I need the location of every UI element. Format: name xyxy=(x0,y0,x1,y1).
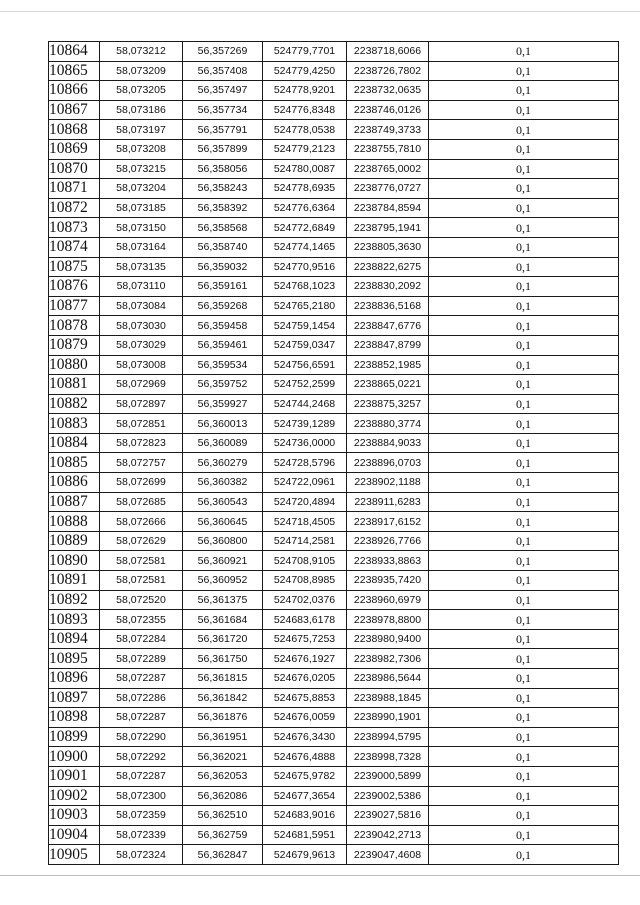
point-number-cell: 10905 xyxy=(49,845,100,865)
table-row xyxy=(49,159,619,179)
table-row xyxy=(49,198,619,218)
latitude-cell: 58,073185 xyxy=(100,198,183,218)
x-coordinate-cell: 524739,1289 xyxy=(263,414,347,434)
longitude-cell: 56,359461 xyxy=(183,335,263,355)
tolerance-cell: 0,1 xyxy=(429,845,619,865)
longitude-cell: 56,361750 xyxy=(183,649,263,669)
y-coordinate-cell: 2239002,5386 xyxy=(347,786,429,806)
tolerance-cell: 0,1 xyxy=(429,590,619,610)
x-coordinate-cell: 524776,8348 xyxy=(263,100,347,120)
table-row xyxy=(49,806,619,826)
x-coordinate-cell: 524756,6591 xyxy=(263,355,347,375)
table-row xyxy=(49,81,619,101)
tolerance-cell: 0,1 xyxy=(429,81,619,101)
longitude-cell: 56,360382 xyxy=(183,473,263,493)
latitude-cell: 58,072339 xyxy=(100,825,183,845)
y-coordinate-cell: 2238998,7328 xyxy=(347,747,429,767)
latitude-cell: 58,072699 xyxy=(100,473,183,493)
y-coordinate-cell: 2238896,0703 xyxy=(347,453,429,473)
table-row xyxy=(49,453,619,473)
longitude-cell: 56,361375 xyxy=(183,590,263,610)
table-row xyxy=(49,355,619,375)
point-number-cell: 10878 xyxy=(49,316,100,336)
y-coordinate-cell: 2238978,8800 xyxy=(347,610,429,630)
y-coordinate-cell: 2238847,6776 xyxy=(347,316,429,336)
x-coordinate-cell: 524675,9782 xyxy=(263,766,347,786)
point-number-cell: 10897 xyxy=(49,688,100,708)
x-coordinate-cell: 524683,9016 xyxy=(263,806,347,826)
point-number-cell: 10888 xyxy=(49,512,100,532)
latitude-cell: 58,072290 xyxy=(100,727,183,747)
tolerance-cell: 0,1 xyxy=(429,100,619,120)
longitude-cell: 56,359534 xyxy=(183,355,263,375)
longitude-cell: 56,358392 xyxy=(183,198,263,218)
y-coordinate-cell: 2238990,1901 xyxy=(347,708,429,728)
longitude-cell: 56,359161 xyxy=(183,277,263,297)
x-coordinate-cell: 524776,6364 xyxy=(263,198,347,218)
y-coordinate-cell: 2238988,1845 xyxy=(347,688,429,708)
tolerance-cell: 0,1 xyxy=(429,237,619,257)
y-coordinate-cell: 2238875,3257 xyxy=(347,394,429,414)
x-coordinate-cell: 524708,8985 xyxy=(263,571,347,591)
point-number-cell: 10876 xyxy=(49,277,100,297)
tolerance-cell: 0,1 xyxy=(429,492,619,512)
point-number-cell: 10902 xyxy=(49,786,100,806)
x-coordinate-cell: 524722,0961 xyxy=(263,473,347,493)
x-coordinate-cell: 524772,6849 xyxy=(263,218,347,238)
table-row xyxy=(49,610,619,630)
point-number-cell: 10869 xyxy=(49,139,100,159)
x-coordinate-cell: 524676,0059 xyxy=(263,708,347,728)
tolerance-cell: 0,1 xyxy=(429,551,619,571)
latitude-cell: 58,073164 xyxy=(100,237,183,257)
longitude-cell: 56,357791 xyxy=(183,120,263,140)
x-coordinate-cell: 524676,4888 xyxy=(263,747,347,767)
x-coordinate-cell: 524683,6178 xyxy=(263,610,347,630)
latitude-cell: 58,072823 xyxy=(100,433,183,453)
y-coordinate-cell: 2238994,5795 xyxy=(347,727,429,747)
tolerance-cell: 0,1 xyxy=(429,571,619,591)
longitude-cell: 56,357734 xyxy=(183,100,263,120)
table-row xyxy=(49,512,619,532)
point-number-cell: 10864 xyxy=(49,42,100,62)
latitude-cell: 58,072666 xyxy=(100,512,183,532)
table-row xyxy=(49,296,619,316)
table-row xyxy=(49,590,619,610)
longitude-cell: 56,361815 xyxy=(183,669,263,689)
tolerance-cell: 0,1 xyxy=(429,512,619,532)
point-number-cell: 10867 xyxy=(49,100,100,120)
x-coordinate-cell: 524774,1465 xyxy=(263,237,347,257)
x-coordinate-cell: 524759,1454 xyxy=(263,316,347,336)
longitude-cell: 56,361876 xyxy=(183,708,263,728)
tolerance-cell: 0,1 xyxy=(429,375,619,395)
point-number-cell: 10875 xyxy=(49,257,100,277)
point-number-cell: 10890 xyxy=(49,551,100,571)
tolerance-cell: 0,1 xyxy=(429,139,619,159)
y-coordinate-cell: 2238982,7306 xyxy=(347,649,429,669)
longitude-cell: 56,360543 xyxy=(183,492,263,512)
latitude-cell: 58,073186 xyxy=(100,100,183,120)
tolerance-cell: 0,1 xyxy=(429,629,619,649)
top-edge-rule xyxy=(0,11,640,12)
longitude-cell: 56,360013 xyxy=(183,414,263,434)
latitude-cell: 58,072359 xyxy=(100,806,183,826)
x-coordinate-cell: 524720,4894 xyxy=(263,492,347,512)
coordinates-table-body xyxy=(49,42,619,865)
table-row xyxy=(49,766,619,786)
tolerance-cell: 0,1 xyxy=(429,335,619,355)
point-number-cell: 10889 xyxy=(49,531,100,551)
table-row xyxy=(49,375,619,395)
x-coordinate-cell: 524779,2123 xyxy=(263,139,347,159)
y-coordinate-cell: 2238805,3630 xyxy=(347,237,429,257)
point-number-cell: 10904 xyxy=(49,825,100,845)
longitude-cell: 56,361842 xyxy=(183,688,263,708)
y-coordinate-cell: 2238718,6066 xyxy=(347,42,429,62)
latitude-cell: 58,073030 xyxy=(100,316,183,336)
y-coordinate-cell: 2238784,8594 xyxy=(347,198,429,218)
x-coordinate-cell: 524736,0000 xyxy=(263,433,347,453)
longitude-cell: 56,359268 xyxy=(183,296,263,316)
point-number-cell: 10883 xyxy=(49,414,100,434)
table-row xyxy=(49,414,619,434)
longitude-cell: 56,360921 xyxy=(183,551,263,571)
longitude-cell: 56,360645 xyxy=(183,512,263,532)
latitude-cell: 58,073212 xyxy=(100,42,183,62)
longitude-cell: 56,361951 xyxy=(183,727,263,747)
latitude-cell: 58,073029 xyxy=(100,335,183,355)
latitude-cell: 58,073084 xyxy=(100,296,183,316)
tolerance-cell: 0,1 xyxy=(429,257,619,277)
y-coordinate-cell: 2238765,0002 xyxy=(347,159,429,179)
point-number-cell: 10893 xyxy=(49,610,100,630)
x-coordinate-cell: 524728,5796 xyxy=(263,453,347,473)
latitude-cell: 58,073209 xyxy=(100,61,183,81)
longitude-cell: 56,360279 xyxy=(183,453,263,473)
x-coordinate-cell: 524744,2468 xyxy=(263,394,347,414)
latitude-cell: 58,073204 xyxy=(100,179,183,199)
point-number-cell: 10898 xyxy=(49,708,100,728)
longitude-cell: 56,359927 xyxy=(183,394,263,414)
y-coordinate-cell: 2238822,6275 xyxy=(347,257,429,277)
table-row xyxy=(49,825,619,845)
x-coordinate-cell: 524759,0347 xyxy=(263,335,347,355)
table-row xyxy=(49,786,619,806)
y-coordinate-cell: 2239027,5816 xyxy=(347,806,429,826)
table-row xyxy=(49,492,619,512)
longitude-cell: 56,362021 xyxy=(183,747,263,767)
x-coordinate-cell: 524718,4505 xyxy=(263,512,347,532)
table-row xyxy=(49,394,619,414)
table-row xyxy=(49,237,619,257)
longitude-cell: 56,357408 xyxy=(183,61,263,81)
latitude-cell: 58,072287 xyxy=(100,766,183,786)
latitude-cell: 58,072685 xyxy=(100,492,183,512)
tolerance-cell: 0,1 xyxy=(429,766,619,786)
point-number-cell: 10891 xyxy=(49,571,100,591)
tolerance-cell: 0,1 xyxy=(429,316,619,336)
table-row xyxy=(49,42,619,62)
x-coordinate-cell: 524752,2599 xyxy=(263,375,347,395)
longitude-cell: 56,359032 xyxy=(183,257,263,277)
y-coordinate-cell: 2238917,6152 xyxy=(347,512,429,532)
point-number-cell: 10880 xyxy=(49,355,100,375)
x-coordinate-cell: 524679,9613 xyxy=(263,845,347,865)
latitude-cell: 58,072289 xyxy=(100,649,183,669)
table-row xyxy=(49,100,619,120)
longitude-cell: 56,359458 xyxy=(183,316,263,336)
x-coordinate-cell: 524779,4250 xyxy=(263,61,347,81)
x-coordinate-cell: 524779,7701 xyxy=(263,42,347,62)
point-number-cell: 10895 xyxy=(49,649,100,669)
latitude-cell: 58,073150 xyxy=(100,218,183,238)
longitude-cell: 56,361720 xyxy=(183,629,263,649)
longitude-cell: 56,362510 xyxy=(183,806,263,826)
longitude-cell: 56,359752 xyxy=(183,375,263,395)
table-row xyxy=(49,727,619,747)
x-coordinate-cell: 524714,2581 xyxy=(263,531,347,551)
tolerance-cell: 0,1 xyxy=(429,433,619,453)
table-row xyxy=(49,139,619,159)
longitude-cell: 56,362847 xyxy=(183,845,263,865)
tolerance-cell: 0,1 xyxy=(429,727,619,747)
table-row xyxy=(49,218,619,238)
point-number-cell: 10896 xyxy=(49,669,100,689)
latitude-cell: 58,072284 xyxy=(100,629,183,649)
table-row xyxy=(49,708,619,728)
y-coordinate-cell: 2238836,5168 xyxy=(347,296,429,316)
longitude-cell: 56,357269 xyxy=(183,42,263,62)
tolerance-cell: 0,1 xyxy=(429,296,619,316)
tolerance-cell: 0,1 xyxy=(429,747,619,767)
table-row xyxy=(49,277,619,297)
tolerance-cell: 0,1 xyxy=(429,453,619,473)
latitude-cell: 58,072292 xyxy=(100,747,183,767)
x-coordinate-cell: 524765,2180 xyxy=(263,296,347,316)
point-number-cell: 10865 xyxy=(49,61,100,81)
latitude-cell: 58,072287 xyxy=(100,669,183,689)
latitude-cell: 58,072757 xyxy=(100,453,183,473)
point-number-cell: 10887 xyxy=(49,492,100,512)
y-coordinate-cell: 2238865,0221 xyxy=(347,375,429,395)
latitude-cell: 58,072300 xyxy=(100,786,183,806)
x-coordinate-cell: 524770,9516 xyxy=(263,257,347,277)
y-coordinate-cell: 2238960,6979 xyxy=(347,590,429,610)
latitude-cell: 58,072286 xyxy=(100,688,183,708)
longitude-cell: 56,358243 xyxy=(183,179,263,199)
longitude-cell: 56,357899 xyxy=(183,139,263,159)
y-coordinate-cell: 2238884,9033 xyxy=(347,433,429,453)
longitude-cell: 56,360952 xyxy=(183,571,263,591)
longitude-cell: 56,360800 xyxy=(183,531,263,551)
longitude-cell: 56,357497 xyxy=(183,81,263,101)
point-number-cell: 10884 xyxy=(49,433,100,453)
tolerance-cell: 0,1 xyxy=(429,42,619,62)
latitude-cell: 58,072355 xyxy=(100,610,183,630)
x-coordinate-cell: 524778,9201 xyxy=(263,81,347,101)
y-coordinate-cell: 2238880,3774 xyxy=(347,414,429,434)
tolerance-cell: 0,1 xyxy=(429,120,619,140)
latitude-cell: 58,072287 xyxy=(100,708,183,728)
point-number-cell: 10872 xyxy=(49,198,100,218)
y-coordinate-cell: 2239047,4608 xyxy=(347,845,429,865)
tolerance-cell: 0,1 xyxy=(429,786,619,806)
point-number-cell: 10892 xyxy=(49,590,100,610)
tolerance-cell: 0,1 xyxy=(429,531,619,551)
latitude-cell: 58,073008 xyxy=(100,355,183,375)
point-number-cell: 10886 xyxy=(49,473,100,493)
point-number-cell: 10900 xyxy=(49,747,100,767)
tolerance-cell: 0,1 xyxy=(429,355,619,375)
tolerance-cell: 0,1 xyxy=(429,825,619,845)
point-number-cell: 10899 xyxy=(49,727,100,747)
latitude-cell: 58,073197 xyxy=(100,120,183,140)
table-row xyxy=(49,473,619,493)
latitude-cell: 58,073208 xyxy=(100,139,183,159)
longitude-cell: 56,358568 xyxy=(183,218,263,238)
tolerance-cell: 0,1 xyxy=(429,649,619,669)
table-row xyxy=(49,649,619,669)
table-row xyxy=(49,257,619,277)
longitude-cell: 56,358740 xyxy=(183,237,263,257)
y-coordinate-cell: 2238732,0635 xyxy=(347,81,429,101)
latitude-cell: 58,072851 xyxy=(100,414,183,434)
latitude-cell: 58,073215 xyxy=(100,159,183,179)
point-number-cell: 10877 xyxy=(49,296,100,316)
table-row xyxy=(49,179,619,199)
x-coordinate-cell: 524676,0205 xyxy=(263,669,347,689)
tolerance-cell: 0,1 xyxy=(429,218,619,238)
table-row xyxy=(49,571,619,591)
y-coordinate-cell: 2238749,3733 xyxy=(347,120,429,140)
point-number-cell: 10870 xyxy=(49,159,100,179)
point-number-cell: 10901 xyxy=(49,766,100,786)
latitude-cell: 58,072897 xyxy=(100,394,183,414)
tolerance-cell: 0,1 xyxy=(429,394,619,414)
latitude-cell: 58,072581 xyxy=(100,551,183,571)
latitude-cell: 58,072969 xyxy=(100,375,183,395)
point-number-cell: 10894 xyxy=(49,629,100,649)
point-number-cell: 10903 xyxy=(49,806,100,826)
y-coordinate-cell: 2238852,1985 xyxy=(347,355,429,375)
tolerance-cell: 0,1 xyxy=(429,688,619,708)
latitude-cell: 58,072324 xyxy=(100,845,183,865)
point-number-cell: 10882 xyxy=(49,394,100,414)
y-coordinate-cell: 2238933,8863 xyxy=(347,551,429,571)
y-coordinate-cell: 2238847,8799 xyxy=(347,335,429,355)
x-coordinate-cell: 524708,9105 xyxy=(263,551,347,571)
y-coordinate-cell: 2238776,0727 xyxy=(347,179,429,199)
table-row xyxy=(49,688,619,708)
y-coordinate-cell: 2238830,2092 xyxy=(347,277,429,297)
table-row xyxy=(49,61,619,81)
table-row xyxy=(49,551,619,571)
x-coordinate-cell: 524677,3654 xyxy=(263,786,347,806)
y-coordinate-cell: 2238980,9400 xyxy=(347,629,429,649)
table-row xyxy=(49,531,619,551)
latitude-cell: 58,073205 xyxy=(100,81,183,101)
tolerance-cell: 0,1 xyxy=(429,669,619,689)
point-number-cell: 10885 xyxy=(49,453,100,473)
x-coordinate-cell: 524681,5951 xyxy=(263,825,347,845)
tolerance-cell: 0,1 xyxy=(429,198,619,218)
tolerance-cell: 0,1 xyxy=(429,610,619,630)
y-coordinate-cell: 2239000,5899 xyxy=(347,766,429,786)
x-coordinate-cell: 524768,1023 xyxy=(263,277,347,297)
x-coordinate-cell: 524702,0376 xyxy=(263,590,347,610)
table-row xyxy=(49,433,619,453)
x-coordinate-cell: 524675,7253 xyxy=(263,629,347,649)
x-coordinate-cell: 524780,0087 xyxy=(263,159,347,179)
table-row xyxy=(49,316,619,336)
point-number-cell: 10871 xyxy=(49,179,100,199)
x-coordinate-cell: 524778,6935 xyxy=(263,179,347,199)
tolerance-cell: 0,1 xyxy=(429,61,619,81)
longitude-cell: 56,358056 xyxy=(183,159,263,179)
longitude-cell: 56,360089 xyxy=(183,433,263,453)
tolerance-cell: 0,1 xyxy=(429,414,619,434)
latitude-cell: 58,072629 xyxy=(100,531,183,551)
tolerance-cell: 0,1 xyxy=(429,179,619,199)
tolerance-cell: 0,1 xyxy=(429,277,619,297)
latitude-cell: 58,072581 xyxy=(100,571,183,591)
x-coordinate-cell: 524675,8853 xyxy=(263,688,347,708)
table-row xyxy=(49,120,619,140)
tolerance-cell: 0,1 xyxy=(429,473,619,493)
y-coordinate-cell: 2238795,1941 xyxy=(347,218,429,238)
latitude-cell: 58,073135 xyxy=(100,257,183,277)
x-coordinate-cell: 524778,0538 xyxy=(263,120,347,140)
y-coordinate-cell: 2238926,7766 xyxy=(347,531,429,551)
x-coordinate-cell: 524676,3430 xyxy=(263,727,347,747)
table-row xyxy=(49,629,619,649)
coordinates-table xyxy=(48,41,619,865)
y-coordinate-cell: 2238726,7802 xyxy=(347,61,429,81)
y-coordinate-cell: 2239042,2713 xyxy=(347,825,429,845)
table-row xyxy=(49,669,619,689)
point-number-cell: 10866 xyxy=(49,81,100,101)
y-coordinate-cell: 2238935,7420 xyxy=(347,571,429,591)
bottom-edge-rule xyxy=(0,875,640,876)
y-coordinate-cell: 2238986,5644 xyxy=(347,669,429,689)
tolerance-cell: 0,1 xyxy=(429,708,619,728)
latitude-cell: 58,073110 xyxy=(100,277,183,297)
point-number-cell: 10879 xyxy=(49,335,100,355)
y-coordinate-cell: 2238911,6283 xyxy=(347,492,429,512)
latitude-cell: 58,072520 xyxy=(100,590,183,610)
table-row xyxy=(49,845,619,865)
table-row xyxy=(49,335,619,355)
longitude-cell: 56,361684 xyxy=(183,610,263,630)
tolerance-cell: 0,1 xyxy=(429,806,619,826)
tolerance-cell: 0,1 xyxy=(429,159,619,179)
point-number-cell: 10881 xyxy=(49,375,100,395)
point-number-cell: 10874 xyxy=(49,237,100,257)
x-coordinate-cell: 524676,1927 xyxy=(263,649,347,669)
y-coordinate-cell: 2238755,7810 xyxy=(347,139,429,159)
longitude-cell: 56,362053 xyxy=(183,766,263,786)
y-coordinate-cell: 2238902,1188 xyxy=(347,473,429,493)
y-coordinate-cell: 2238746,0126 xyxy=(347,100,429,120)
longitude-cell: 56,362759 xyxy=(183,825,263,845)
point-number-cell: 10868 xyxy=(49,120,100,140)
point-number-cell: 10873 xyxy=(49,218,100,238)
longitude-cell: 56,362086 xyxy=(183,786,263,806)
table-row xyxy=(49,747,619,767)
